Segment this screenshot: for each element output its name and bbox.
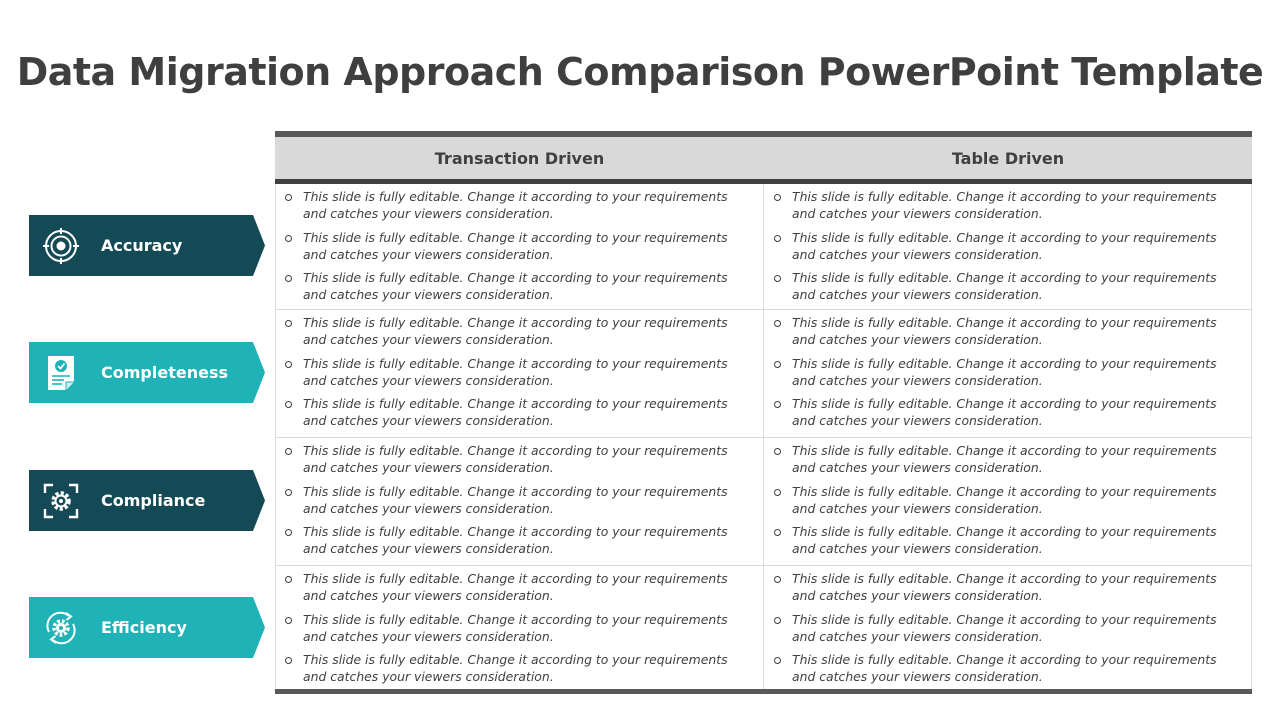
bullet-text: This slide is fully editable. Change it according to your requirements and catches your viewers consideration. bbox=[285, 483, 743, 517]
cycle-gear-icon bbox=[43, 610, 79, 646]
table-cell bbox=[764, 566, 1252, 689]
row-label-text: Compliance bbox=[101, 491, 206, 510]
table-row bbox=[275, 184, 1252, 310]
row-label-completeness bbox=[29, 342, 265, 403]
bullet-text: This slide is fully editable. Change it according to your requirements and catches your viewers consideration. bbox=[285, 442, 743, 476]
row-label-text: Completeness bbox=[101, 363, 228, 382]
row-label-efficiency bbox=[29, 597, 265, 658]
table-cell bbox=[275, 438, 763, 565]
bullet-text: This slide is fully editable. Change it according to your requirements and catches your viewers consideration. bbox=[285, 269, 743, 303]
bullet-text: This slide is fully editable. Change it according to your requirements and catches your viewers consideration. bbox=[774, 523, 1232, 557]
table-cell bbox=[764, 310, 1252, 437]
bullet-text: This slide is fully editable. Change it according to your requirements and catches your viewers consideration. bbox=[285, 395, 743, 429]
bullet-text: This slide is fully editable. Change it according to your requirements and catches your viewers consideration. bbox=[285, 651, 743, 685]
table-cell bbox=[275, 310, 763, 437]
table-cell bbox=[764, 438, 1252, 565]
table-row bbox=[275, 566, 1252, 689]
bullet-text: This slide is fully editable. Change it according to your requirements and catches your viewers consideration. bbox=[285, 611, 743, 645]
bullet-text: This slide is fully editable. Change it according to your requirements and catches your viewers consideration. bbox=[774, 483, 1232, 517]
bullet-text: This slide is fully editable. Change it according to your requirements and catches your viewers consideration. bbox=[285, 523, 743, 557]
table-bottom-rule bbox=[275, 689, 1252, 694]
row-label-text: Efficiency bbox=[101, 618, 187, 637]
target-icon bbox=[43, 228, 79, 264]
bullet-text: This slide is fully editable. Change it according to your requirements and catches your viewers consideration. bbox=[285, 314, 743, 348]
bullet-text: This slide is fully editable. Change it according to your requirements and catches your viewers consideration. bbox=[774, 269, 1232, 303]
bullet-text: This slide is fully editable. Change it according to your requirements and catches your viewers consideration. bbox=[774, 611, 1232, 645]
bullet-text: This slide is fully editable. Change it according to your requirements and catches your viewers consideration. bbox=[285, 229, 743, 263]
comparison-table bbox=[275, 131, 1252, 694]
table-row bbox=[275, 438, 1252, 566]
table-header bbox=[275, 137, 1252, 182]
row-label-accuracy bbox=[29, 215, 265, 276]
bullet-text: This slide is fully editable. Change it according to your requirements and catches your viewers consideration. bbox=[774, 314, 1232, 348]
row-label-text: Accuracy bbox=[101, 236, 183, 255]
bullet-text: This slide is fully editable. Change it according to your requirements and catches your viewers consideration. bbox=[285, 188, 743, 222]
bullet-text: This slide is fully editable. Change it according to your requirements and catches your viewers consideration. bbox=[774, 355, 1232, 389]
table-cell bbox=[275, 566, 763, 689]
bullet-text: This slide is fully editable. Change it according to your requirements and catches your viewers consideration. bbox=[285, 355, 743, 389]
bullet-text: This slide is fully editable. Change it according to your requirements and catches your viewers consideration. bbox=[774, 229, 1232, 263]
bullet-text: This slide is fully editable. Change it according to your requirements and catches your viewers consideration. bbox=[774, 570, 1232, 604]
bullet-text: This slide is fully editable. Change it according to your requirements and catches your viewers consideration. bbox=[774, 651, 1232, 685]
column-header-table-driven: Table Driven bbox=[951, 149, 1065, 168]
table-row bbox=[275, 310, 1252, 438]
table-cell bbox=[275, 184, 763, 309]
bullet-text: This slide is fully editable. Change it according to your requirements and catches your viewers consideration. bbox=[285, 570, 743, 604]
bullet-text: This slide is fully editable. Change it according to your requirements and catches your viewers consideration. bbox=[774, 188, 1232, 222]
slide-title: Data Migration Approach Comparison PowerPoint Template bbox=[16, 50, 1264, 94]
column-header-transaction-driven: Transaction Driven bbox=[434, 149, 605, 168]
row-label-compliance bbox=[29, 470, 265, 531]
focus-gear-icon bbox=[43, 483, 79, 519]
bullet-text: This slide is fully editable. Change it according to your requirements and catches your viewers consideration. bbox=[774, 395, 1232, 429]
bullet-text: This slide is fully editable. Change it according to your requirements and catches your viewers consideration. bbox=[774, 442, 1232, 476]
checked-document-icon bbox=[43, 355, 79, 391]
table-cell bbox=[764, 184, 1252, 309]
